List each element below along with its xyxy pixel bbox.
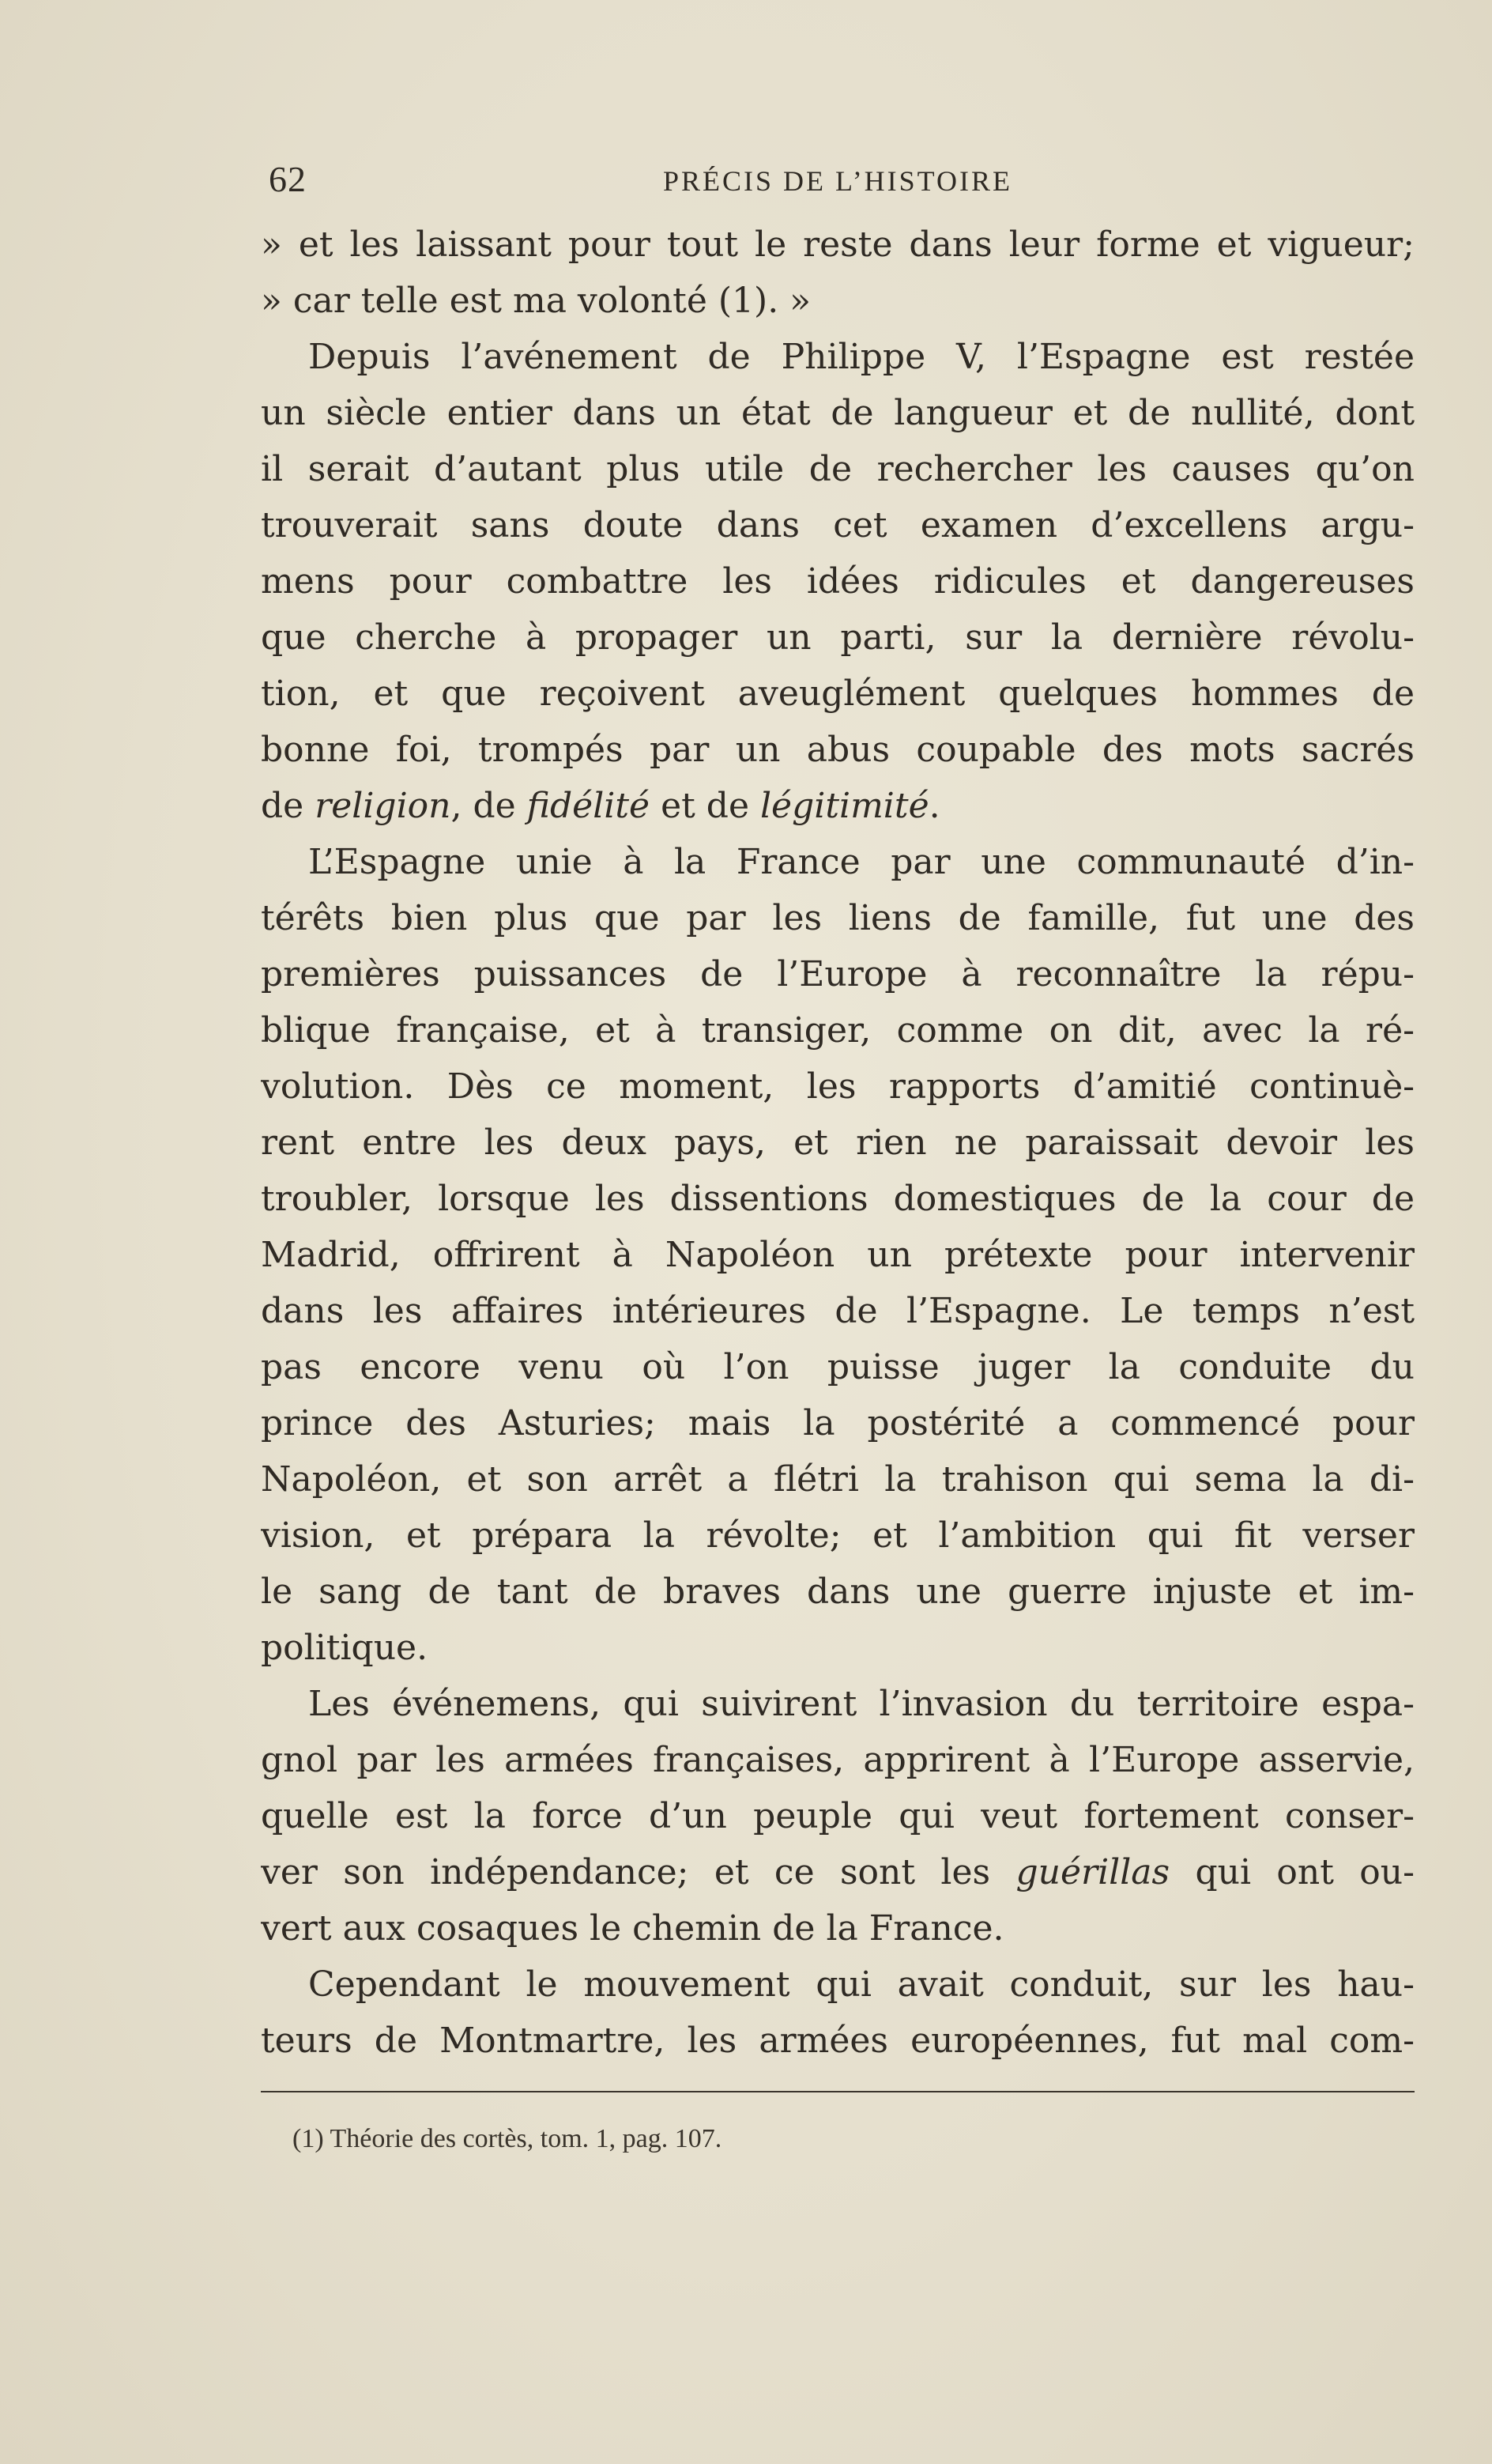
- text-line: bonne foi, trompés par un abus coupable des mots sacrés: [261, 730, 1415, 770]
- paragraph-cependant: [261, 1956, 1415, 2069]
- footnote: (1) Théorie des cortès, tom. 1, pag. 107.: [292, 2124, 722, 2153]
- text-line: tion, et que reçoivent aveuglément quelques hommes de: [261, 674, 1415, 714]
- text-segment: de: [261, 786, 315, 826]
- text-line: politique.: [261, 1628, 428, 1668]
- text-segment: et de: [650, 786, 760, 826]
- text-line: [261, 1844, 1415, 1900]
- text-line: vert aux cosaques le chemin de la France.: [261, 1908, 1004, 1949]
- text-line: [261, 778, 1415, 834]
- text-segment: qui ont ou-: [1170, 1852, 1415, 1892]
- text-line: térêts bien plus que par les liens de famille, fut une des: [261, 898, 1415, 938]
- italic-word-guerillas: guérillas: [1015, 1852, 1170, 1892]
- text-line: rent entre les deux pays, et rien ne paraissait devoir les: [261, 1123, 1415, 1163]
- italic-word-religion: religion: [315, 786, 451, 826]
- page-header: [261, 158, 1415, 213]
- text-line: que cherche à propager un parti, sur la dernière révolu-: [261, 617, 1415, 658]
- text-line: quelle est la force d’un peuple qui veut fortement conser-: [261, 1796, 1415, 1836]
- text-line: mens pour combattre les idées ridicules et dangereuses: [261, 561, 1415, 602]
- text-line: Depuis l’avénement de Philippe V, l’Espagne est restée: [308, 337, 1415, 377]
- text-line: Napoléon, et son arrêt a flétri la trahison qui sema la di-: [261, 1459, 1415, 1500]
- text-line: teurs de Montmartre, les armées européennes, fut mal com-: [261, 2021, 1415, 2061]
- running-title: PRÉCIS DE L’HISTOIRE: [662, 165, 1013, 197]
- body-text: [261, 217, 1415, 2069]
- text-block: [261, 158, 1415, 2159]
- text-line: prince des Asturies; mais la postérité a commencé pour: [261, 1403, 1415, 1443]
- paragraph-evenemens: [261, 1676, 1415, 1956]
- text-line: premières puissances de l’Europe à reconnaître la répu-: [261, 954, 1415, 994]
- text-line: » car telle est ma volonté (1). »: [261, 281, 812, 321]
- paragraph-quote-end: [261, 217, 1415, 329]
- text-line: volution. Dès ce moment, les rapports d’amitié continuè-: [261, 1066, 1415, 1107]
- footnote-separator: [261, 2091, 1415, 2092]
- italic-word-legitimite: légitimité: [759, 786, 929, 826]
- text-line: Madrid, offrirent à Napoléon un prétexte pour intervenir: [261, 1235, 1415, 1275]
- text-line: Cependant le mouvement qui avait conduit, sur les hau-: [308, 1964, 1415, 2005]
- text-line: » et les laissant pour tout le reste dans leur forme et vigueur;: [261, 225, 1415, 265]
- text-line: le sang de tant de braves dans une guerre injuste et im-: [261, 1572, 1415, 1612]
- text-line: trouverait sans doute dans cet examen d’excellens argu-: [261, 505, 1415, 545]
- text-line: blique française, et à transiger, comme on dit, avec la ré-: [261, 1010, 1415, 1051]
- text-line: pas encore venu où l’on puisse juger la conduite du: [261, 1347, 1415, 1387]
- text-line: un siècle entier dans un état de langueur et de nullité, dont: [261, 393, 1415, 433]
- text-segment: , de: [450, 786, 527, 826]
- text-line: vision, et prépara la révolte; et l’ambition qui fit verser: [261, 1515, 1415, 1556]
- text-line: il serait d’autant plus utile de rechercher les causes qu’on: [261, 449, 1415, 489]
- text-line: dans les affaires intérieures de l’Espagne. Le temps n’est: [261, 1291, 1415, 1331]
- page-number: 62: [269, 159, 307, 199]
- paragraph-espagne-france: [261, 834, 1415, 1676]
- paragraph-philippe: [261, 329, 1415, 834]
- text-segment: .: [929, 786, 940, 826]
- text-line: troubler, lorsque les dissentions domestiques de la cour de: [261, 1179, 1415, 1219]
- text-line: L’Espagne unie à la France par une communauté d’in-: [308, 842, 1415, 882]
- italic-word-fidelite: fidélité: [526, 786, 650, 826]
- text-segment: ver son indépendance; et ce sont les: [261, 1852, 1016, 1892]
- text-line: Les événemens, qui suivirent l’invasion du territoire espa-: [308, 1684, 1415, 1724]
- text-line: gnol par les armées françaises, apprirent à l’Europe asservie,: [261, 1740, 1415, 1780]
